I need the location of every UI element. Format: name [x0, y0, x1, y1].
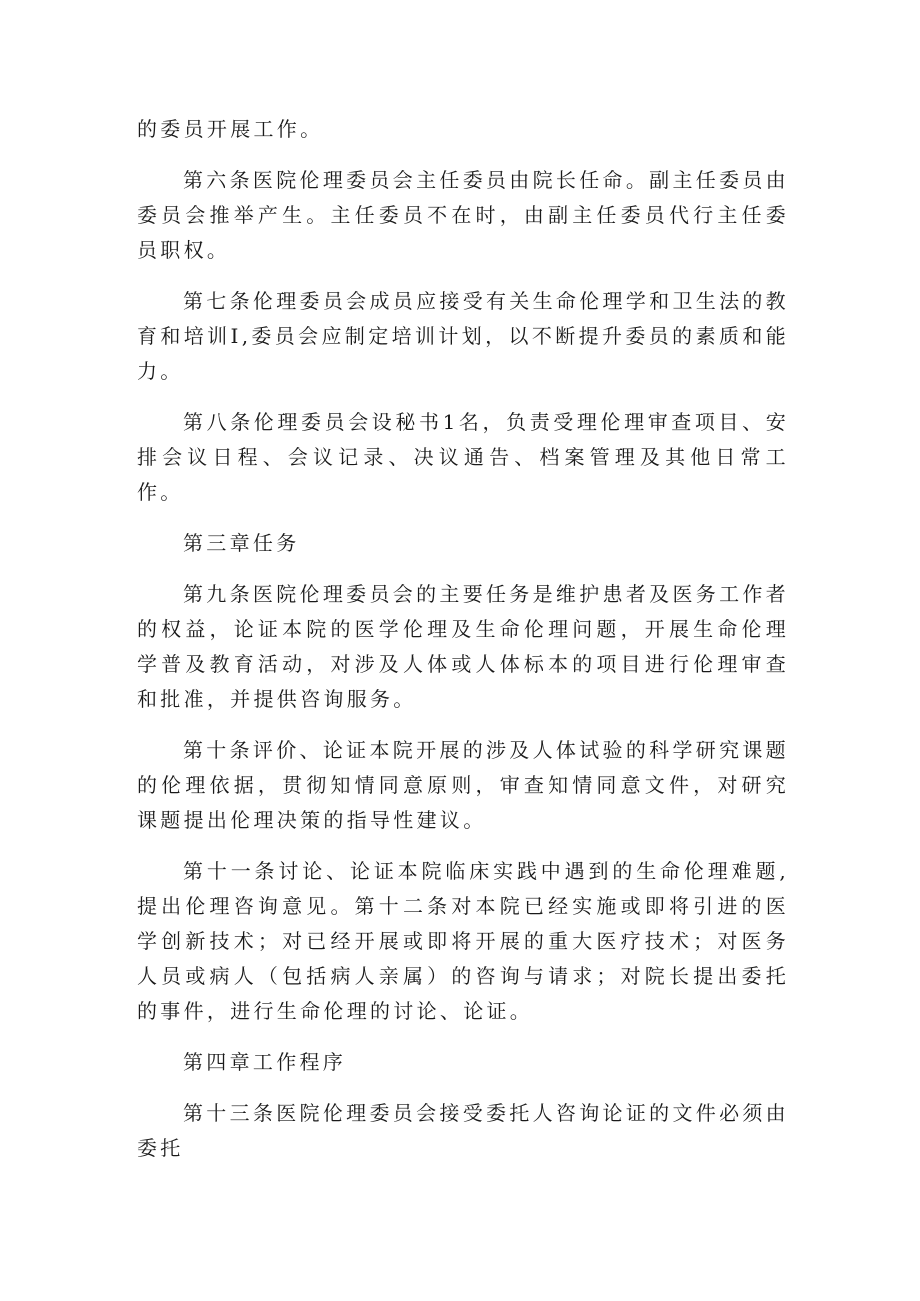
paragraph-article-6: 第六条医院伦理委员会主任委员由院长任命。副主任委员由委员会推举产生。主任委员不在时，由副主任委员代行主任委员职权。	[137, 168, 789, 262]
chapter-heading-3: 第三章任务	[183, 531, 300, 555]
paragraph-article-9: 第九条医院伦理委员会的主要任务是维护患者及医务工作者的权益，论证本院的医学伦理及生命伦理问题，开展生命伦理学普及教育活动，对涉及人体或人体标本的项目进行伦理审查和批准，并提供咨询服务。	[137, 582, 789, 711]
paragraph-article-11-12: 第十一条讨论、论证本院临床实践中遇到的生命伦理难题,提出伦理咨询意见。第十二条对本院已经实施或即将引进的医学创新技术；对已经开展或即将开展的重大医疗技术；对医务人员或病人（包括病人亲属）的咨询与请求；对院长提出委托的事件，进行生命伦理的讨论、论证。	[137, 859, 789, 1023]
chapter-heading-4: 第四章工作程序	[183, 1050, 347, 1074]
document-body	[137, 112, 789, 1182]
paragraph-continuation: 的委员开展工作。	[137, 117, 324, 141]
paragraph-article-8: 第八条伦理委员会设秘书1名，负责受理伦理审查项目、安排会议日程、会议记录、决议通告、档案管理及其他日常工作。	[137, 410, 789, 504]
paragraph-article-10: 第十条评价、论证本院开展的涉及人体试验的科学研究课题的伦理依据，贯彻知情同意原则，审查知情同意文件，对研究课题提出伦理决策的指导性建议。	[137, 738, 789, 832]
paragraph-article-7: 第七条伦理委员会成员应接受有关生命伦理学和卫生法的教育和培训I,委员会应制定培训计划，以不断提升委员的素质和能力。	[137, 289, 789, 383]
paragraph-article-13: 第十三条医院伦理委员会接受委托人咨询论证的文件必须由委托	[137, 1101, 789, 1160]
